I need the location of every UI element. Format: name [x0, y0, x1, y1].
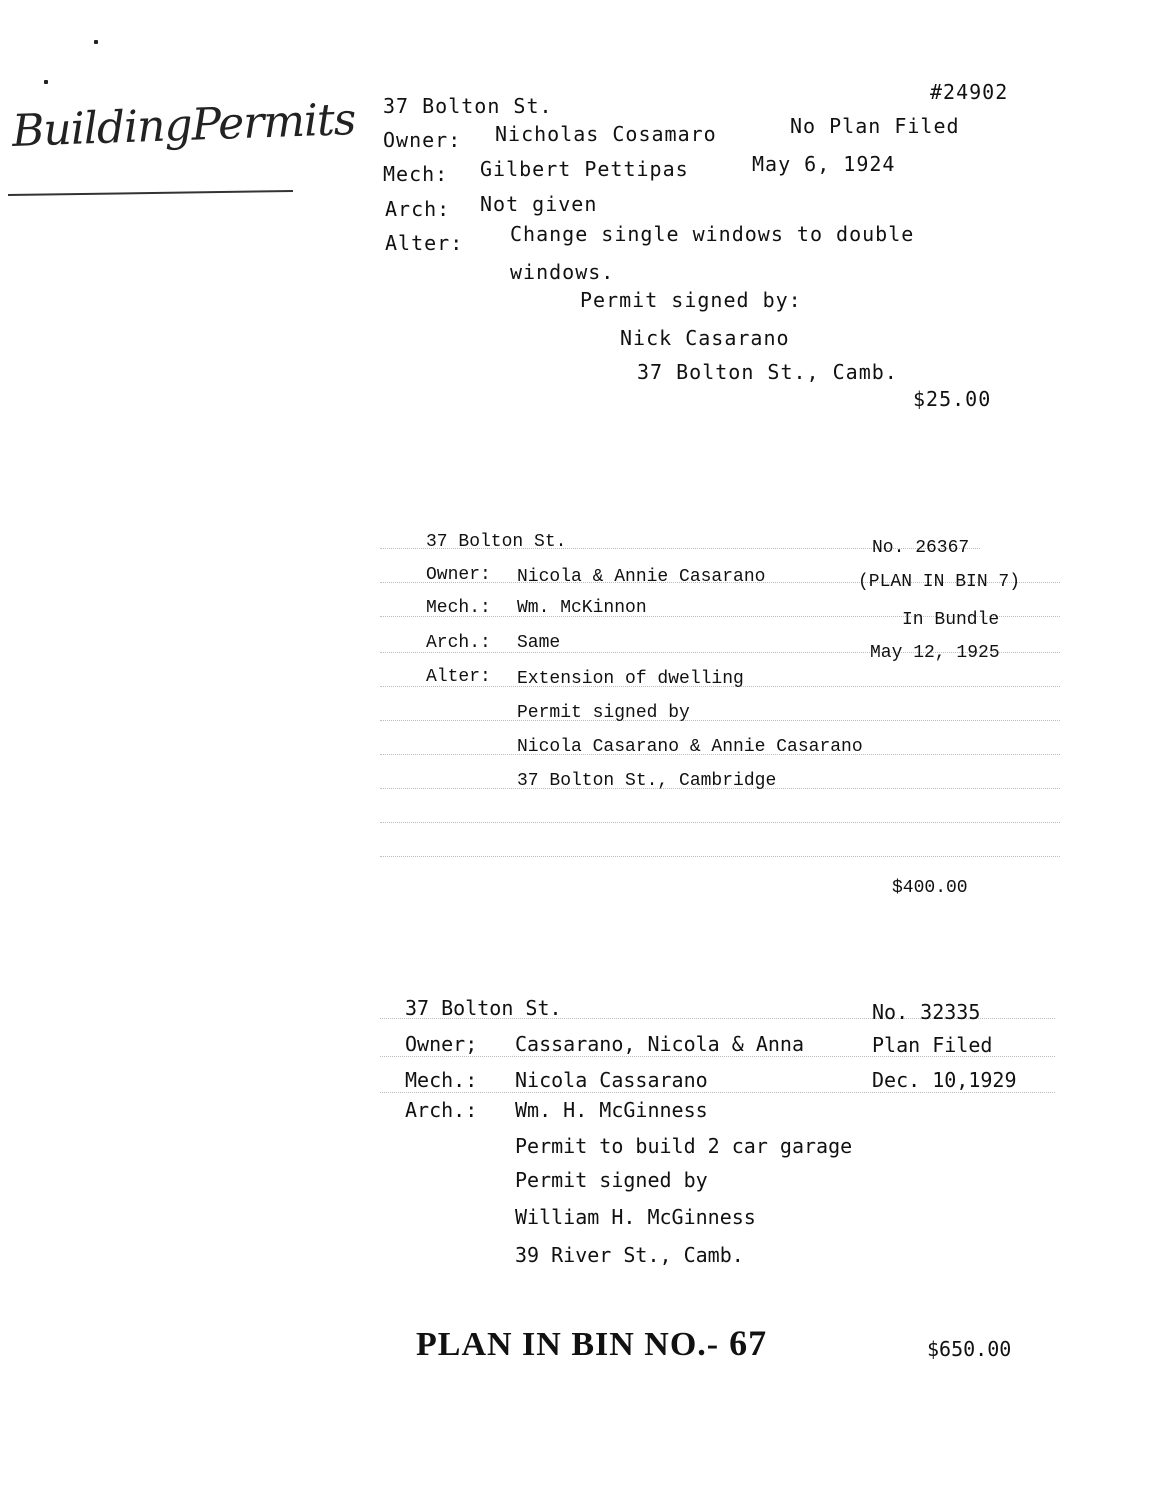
bundle-note: In Bundle [902, 610, 1000, 630]
plan-bin-label: PLAN IN BIN NO.- [416, 1326, 720, 1363]
owner-value: Cassarano, Nicola & Anna [515, 1032, 804, 1056]
permit-address: 37 Bolton St. [383, 94, 553, 118]
arch-value: Same [517, 633, 561, 653]
arch-value: Not given [480, 192, 598, 216]
plan-bin-stamp [416, 1322, 767, 1364]
ink-speck [94, 40, 98, 44]
permit-date: May 6, 1924 [752, 152, 896, 176]
signer-name: William H. McGinness [515, 1205, 756, 1229]
plan-note: (PLAN IN BIN 7) [858, 572, 1021, 592]
alter-line-1: Change single windows to double [510, 222, 915, 246]
arch-value: Wm. H. McGinness [515, 1098, 708, 1122]
signer-address: 39 River St., Camb. [515, 1243, 744, 1267]
alter-value: Extension of dwelling [517, 669, 744, 689]
work-description: Permit to build 2 car garage [515, 1134, 853, 1158]
signer-address: 37 Bolton St., Cambridge [517, 771, 777, 791]
plan-bin-number: 67 [729, 1323, 768, 1363]
signer-name: Nick Casarano [620, 326, 790, 350]
handwritten-underline [8, 190, 293, 196]
permit-amount: $25.00 [913, 387, 992, 411]
owner-label: Owner; [405, 1032, 478, 1056]
permit-number: No. 26367 [872, 538, 970, 558]
ruled-line [380, 720, 1060, 721]
mech-value: Nicola Cassarano [515, 1068, 708, 1092]
permit-amount: $650.00 [927, 1337, 1012, 1361]
alter-label: Alter: [385, 231, 464, 255]
signer-name: Nicola Casarano & Annie Casarano [517, 737, 863, 757]
alter-line-2: windows. [510, 260, 615, 284]
ruled-line [380, 822, 1060, 823]
permit-number: No. 32335 [872, 1000, 981, 1024]
permit-number: #24902 [930, 80, 1009, 104]
owner-label: Owner: [383, 128, 462, 152]
owner-label: Owner: [426, 565, 491, 585]
permit-date: Dec. 10,1929 [872, 1068, 1017, 1092]
permit-amount: $400.00 [892, 878, 968, 898]
arch-label: Arch.: [426, 633, 491, 653]
owner-value: Nicola & Annie Casarano [517, 567, 766, 587]
signed-label: Permit signed by [515, 1168, 708, 1192]
ink-speck [44, 80, 48, 84]
signer-address: 37 Bolton St., Camb. [637, 360, 898, 384]
permit-address: 37 Bolton St. [405, 996, 562, 1020]
ruled-line [380, 856, 1060, 857]
mech-value: Gilbert Pettipas [480, 157, 689, 181]
plan-note: No Plan Filed [790, 114, 960, 138]
permit-date: May 12, 1925 [870, 643, 1000, 663]
owner-value: Nicholas Cosamaro [495, 122, 717, 146]
signed-label: Permit signed by [517, 703, 690, 723]
mech-value: Wm. McKinnon [517, 598, 647, 618]
mech-label: Mech.: [426, 598, 491, 618]
ruled-line [380, 1092, 1055, 1093]
plan-note: Plan Filed [872, 1033, 993, 1057]
signed-label: Permit signed by: [580, 288, 802, 312]
mech-label: Mech: [383, 162, 449, 186]
arch-label: Arch.: [405, 1098, 478, 1122]
permit-address: 37 Bolton St. [426, 532, 567, 552]
arch-label: Arch: [385, 197, 451, 221]
mech-label: Mech.: [405, 1068, 478, 1092]
alter-label: Alter: [426, 667, 491, 687]
handwritten-title: BuildingPermits [11, 94, 357, 157]
